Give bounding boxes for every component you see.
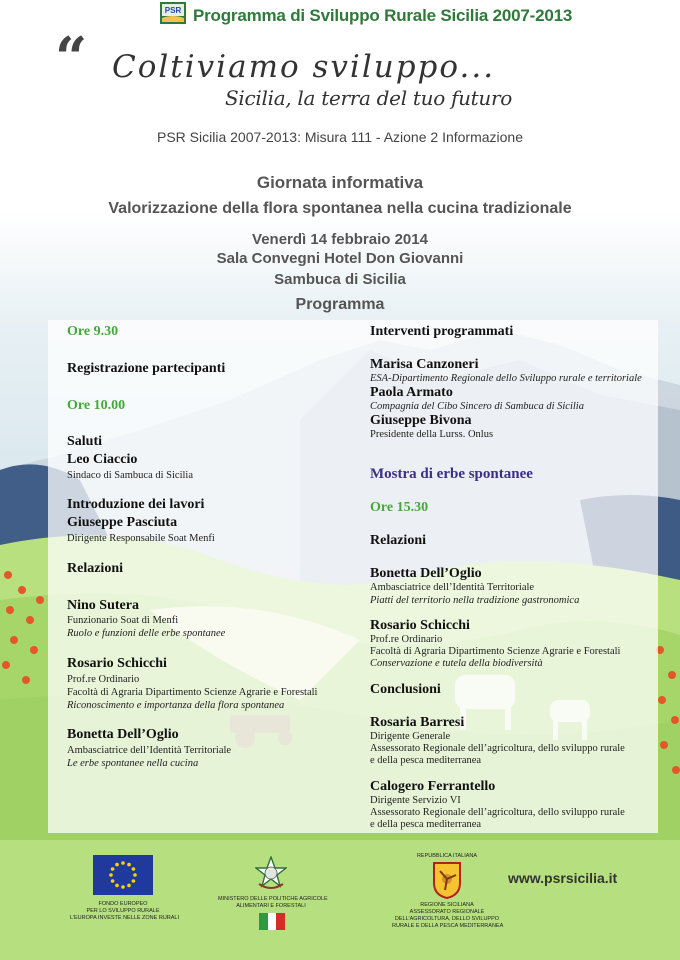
region-caption-line: ASSESSORATO REGIONALE (409, 909, 485, 915)
exhibition-title: Mostra di erbe spontanee (370, 466, 533, 482)
psr-logo (160, 2, 186, 24)
speaker-name: Paola Armato (370, 385, 453, 400)
event-subtitle: Valorizzazione della flora spontanea nella cucina tradizionale (108, 200, 572, 217)
speaker-name: Calogero Ferrantello (370, 779, 496, 794)
speaker-role: Prof.re Ordinario (370, 634, 443, 645)
speaker-role: Sindaco di Sambuca di Sicilia (67, 470, 193, 481)
region-caption-line: REGIONE SICILIANA (420, 902, 474, 908)
reports-heading: Relazioni (370, 533, 426, 548)
time-afternoon: Ore 15.30 (370, 500, 429, 515)
speaker-affiliation: ESA-Dipartimento Regionale dello Sviluppo rurale e territoriale (370, 373, 642, 384)
slogan-main: Coltiviamo sviluppo... (112, 49, 496, 85)
speaker-name: Marisa Canzoneri (370, 357, 479, 372)
eu-caption-line: PER LO SVILUPPO RURALE (86, 908, 160, 914)
sicily-region-emblem-icon (432, 861, 462, 904)
speaker-role: Assessorato Regionale dell’agricoltura, dello sviluppo rurale (370, 743, 625, 754)
speaker-role: Assessorato Regionale dell’agricoltura, dello sviluppo rurale (370, 807, 625, 818)
event-town: Sambuca di Sicilia (274, 271, 406, 288)
speaker-name: Rosario Schicchi (67, 656, 167, 671)
speaker-role: Ambasciatrice dell’Identità Territoriale (370, 582, 535, 593)
speaker-name: Bonetta Dell’Oglio (67, 727, 179, 742)
ministry-caption (218, 896, 328, 910)
conclusions-heading: Conclusioni (370, 682, 441, 697)
speaker-name: Leo Ciaccio (67, 452, 138, 467)
speaker-role: Facoltà di Agraria Dipartimento Scienze Agrarie e Forestali (67, 687, 318, 698)
speaker-name: Giuseppe Pasciuta (67, 515, 178, 530)
speaker-name: Rosaria Barresi (370, 715, 465, 730)
ministry-caption-line: MINISTERO DELLE POLITICHE AGRICOLE (218, 896, 328, 902)
speaker-name: Bonetta Dell’Oglio (370, 566, 482, 581)
italian-flag-icon (259, 913, 285, 935)
region-top-caption: REPUBBLICA ITALIANA (416, 853, 478, 859)
speaker-role: Prof.re Ordinario (67, 674, 140, 685)
eu-caption (70, 901, 180, 922)
program-title: Programma di Sviluppo Rurale Sicilia 2007-2013 (193, 6, 573, 25)
program-panel (48, 320, 658, 833)
measure-line: PSR Sicilia 2007-2013: Misura 111 - Azione 2 Informazione (156, 129, 523, 145)
speaker-name: Rosario Schicchi (370, 618, 470, 633)
eu-flag-icon (93, 855, 153, 895)
speaker-role: e della pesca mediterranea (370, 819, 482, 830)
event-venue: Sala Convegni Hotel Don Giovanni (216, 250, 464, 267)
region-caption (392, 902, 502, 930)
ministry-caption-line: ALIMENTARI E FORESTALI (236, 903, 306, 909)
slogan-sub: Sicilia, la terra del tuo futuro (225, 86, 512, 110)
italian-republic-emblem-icon (255, 856, 287, 895)
reports-heading: Relazioni (67, 561, 123, 576)
svg-text:PSR: PSR (164, 6, 182, 15)
speaker-role: Dirigente Generale (370, 731, 451, 742)
speaker-role: Dirigente Servizio VI (370, 795, 461, 806)
time-morning-1: Ore 9.30 (67, 324, 119, 339)
speaker-role: Facoltà di Agraria Dipartimento Scienze Agrarie e Forestali (370, 646, 621, 657)
eu-caption-line: L’EUROPA INVESTE NELLE ZONE RURALI (70, 915, 180, 921)
talk-topic: Riconoscimento e importanza della flora spontanea (67, 700, 285, 711)
time-morning-2: Ore 10.00 (67, 398, 126, 413)
speaker-name: Giuseppe Bivona (370, 413, 472, 428)
program-heading: Programma (295, 296, 385, 313)
interventions-heading: Interventi programmati (370, 324, 514, 339)
speaker-affiliation: Compagnia del Cibo Sincero di Sambuca di Sicilia (370, 401, 584, 412)
greetings-heading: Saluti (67, 434, 103, 449)
speaker-role: Funzionario Soat di Menfi (67, 615, 179, 626)
speaker-role: e della pesca mediterranea (370, 755, 482, 766)
website-link[interactable]: www.psrsicilia.it (508, 870, 618, 886)
talk-topic: Conservazione e tutela della biodiversità (370, 658, 543, 669)
region-caption-line: DELL’AGRICOLTURA, DELLO SVILUPPO (394, 916, 500, 922)
talk-topic: Le erbe spontanee nella cucina (67, 758, 199, 769)
speaker-role: Dirigente Responsabile Soat Menfi (67, 533, 215, 544)
event-title: Giornata informativa (256, 173, 424, 192)
quote-mark: “ (55, 25, 82, 91)
talk-topic: Piatti del territorio nella tradizione gastronomica (370, 595, 580, 606)
speaker-role: Ambasciatrice dell’Identità Territoriale (67, 745, 232, 756)
registration-heading: Registrazione partecipanti (67, 361, 226, 376)
region-caption-line: RURALE E DELLA PESCA MEDITERRANEA (392, 923, 504, 929)
eu-caption-line: FONDO EUROPEO (98, 901, 148, 907)
speaker-role: Presidente della Lurss. Onlus (370, 429, 494, 440)
intro-heading: Introduzione dei lavori (67, 497, 205, 512)
event-date: Venerdì 14 febbraio 2014 (252, 231, 428, 248)
speaker-name: Nino Sutera (67, 598, 139, 613)
talk-topic: Ruolo e funzioni delle erbe spontanee (67, 628, 226, 639)
